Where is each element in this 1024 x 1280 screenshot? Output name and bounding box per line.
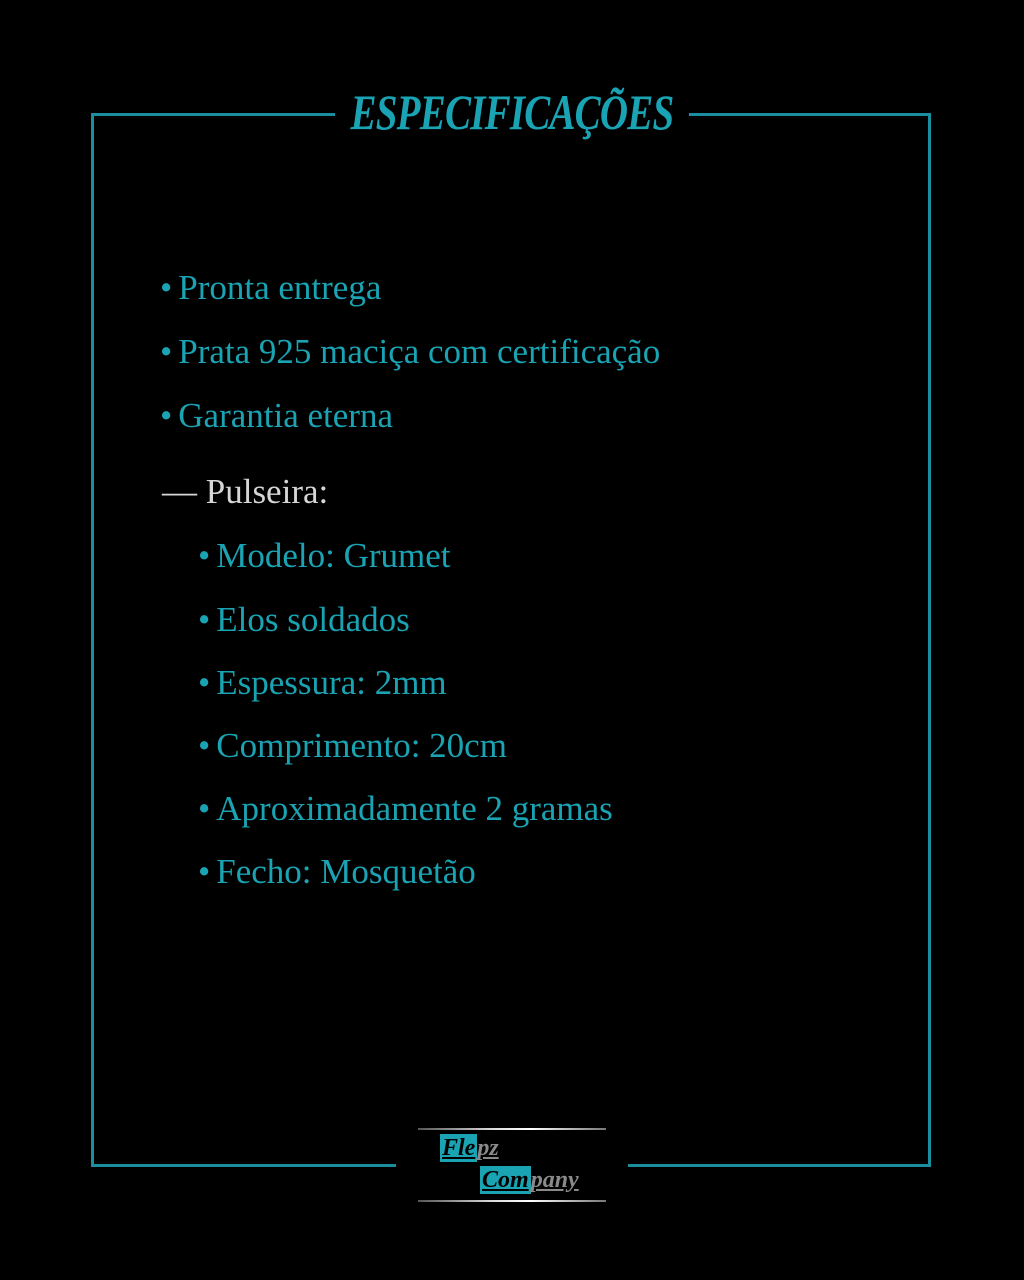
logo-top-line [418, 1128, 606, 1130]
bullet-icon: • [198, 536, 211, 575]
page-title: ESPECIFICAÇÕES [350, 84, 674, 140]
bullet-icon: • [160, 268, 173, 307]
detail-item-links [198, 600, 410, 640]
bullet-icon: • [198, 663, 211, 702]
detail-item-label: Fecho: Mosquetão [216, 852, 476, 891]
spec-item-label: Garantia eterna [178, 396, 393, 435]
section-heading-label: Pulseira: [205, 472, 329, 511]
detail-item-thickness [198, 663, 447, 703]
detail-item-weight [198, 789, 613, 829]
bullet-icon: • [198, 600, 211, 639]
bullet-icon: • [198, 726, 211, 765]
title-container [335, 70, 689, 154]
spec-item-warranty [160, 396, 393, 436]
logo-bottom-line [418, 1200, 606, 1202]
spec-item-material [160, 332, 660, 372]
bullet-icon: • [160, 332, 173, 371]
detail-item-model [198, 536, 451, 576]
bullet-icon: • [198, 789, 211, 828]
logo-word-flepz: Flepz [442, 1135, 499, 1161]
detail-item-label: Comprimento: 20cm [216, 726, 507, 765]
logo-word-company: Company [482, 1167, 579, 1193]
spec-item-stock [160, 268, 381, 308]
spec-item-label: Pronta entrega [178, 268, 382, 307]
spec-item-label: Prata 925 maciça com certificação [178, 332, 661, 371]
detail-item-label: Modelo: Grumet [216, 536, 451, 575]
brand-logo [418, 1128, 606, 1204]
section-heading-bracelet [162, 472, 328, 512]
detail-item-label: Aproximadamente 2 gramas [216, 789, 613, 828]
detail-item-length [198, 726, 507, 766]
bullet-icon: • [198, 852, 211, 891]
dash-icon: — [162, 472, 197, 511]
detail-item-clasp [198, 852, 476, 892]
bullet-icon: • [160, 396, 173, 435]
brand-logo-container [396, 1120, 628, 1212]
detail-item-label: Elos soldados [216, 600, 410, 639]
detail-item-label: Espessura: 2mm [216, 663, 447, 702]
